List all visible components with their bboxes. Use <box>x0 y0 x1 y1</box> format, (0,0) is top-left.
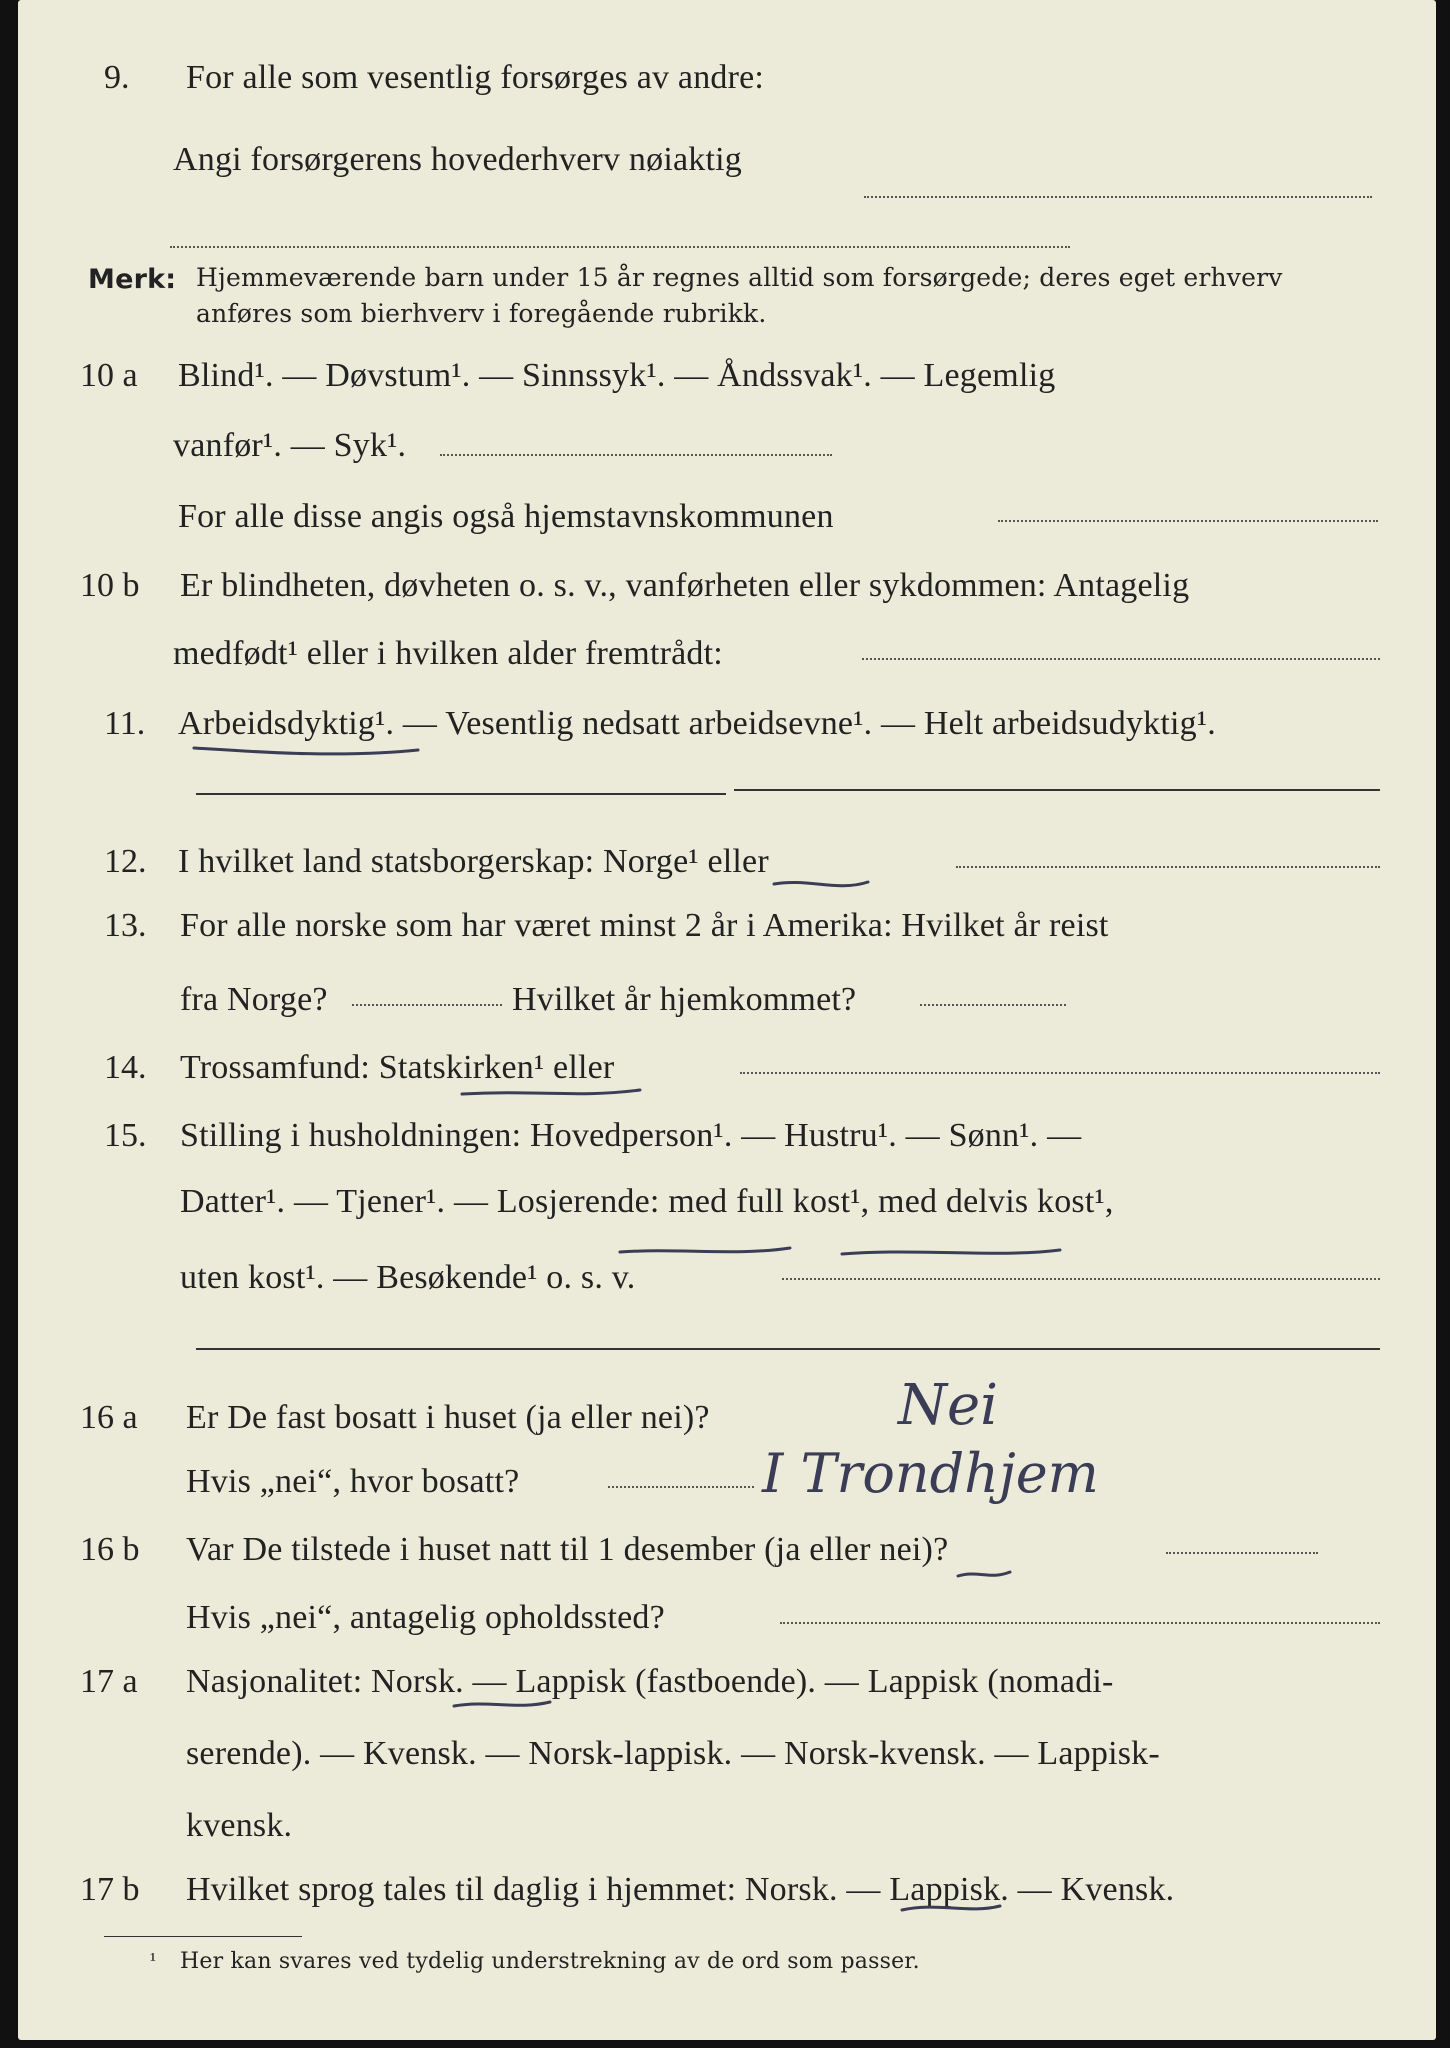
underline-arbeidsdyktig <box>194 748 418 754</box>
q10a-line3: For alle disse angis også hjemstavnskommunen <box>178 498 834 535</box>
handwriting-overlay <box>18 0 1436 2040</box>
q15-line2: Datter¹. — Tjener¹. — Losjerende: med full kost¹, med delvis kost¹, <box>180 1183 1114 1220</box>
q11-line1: Arbeidsdyktig¹. — Vesentlig nedsatt arbeidsevne¹. — Helt arbeidsudyktig¹. <box>178 705 1216 742</box>
underline-norsk <box>454 1702 550 1706</box>
q10a-line2: vanfør¹. — Syk¹. <box>173 427 407 464</box>
underline-statskirken <box>462 1090 640 1094</box>
footnote-text: Her kan svares ved tydelig understrekning av de ord som passer. <box>180 1949 920 1974</box>
answer-nei: Nei <box>898 1373 999 1438</box>
merk-label: Merk: <box>88 264 177 295</box>
q17b-number: 17 b <box>80 1871 140 1908</box>
q11-number: 11. <box>104 705 146 742</box>
q17a-line2: serende). — Kvensk. — Norsk-lappisk. — Norsk-kvensk. — Lappisk- <box>186 1735 1160 1772</box>
q12-line1: I hvilket land statsborgerskap: Norge¹ eller <box>178 843 769 880</box>
q10b-line2: medfødt¹ eller i hvilken alder fremtrådt: <box>173 635 723 672</box>
underline-ja <box>958 1572 1010 1576</box>
q13-number: 13. <box>104 907 147 944</box>
answer-bosatt: I Trondhjem <box>762 1442 1099 1505</box>
q10a-number: 10 a <box>80 357 138 394</box>
q13-line1: For alle norske som har været minst 2 år i Amerika: Hvilket år reist <box>180 907 1109 944</box>
q16a-line2: Hvis „nei“, hvor bosatt? <box>186 1463 520 1500</box>
q16b-line1: Var De tilstede i huset natt til 1 desember (ja eller nei)? <box>186 1531 949 1568</box>
q17a-line1: Nasjonalitet: Norsk. — Lappisk (fastboende). — Lappisk (nomadi- <box>186 1663 1114 1700</box>
q10a-line1: Blind¹. — Døvstum¹. — Sinnssyk¹. — Åndssvak¹. — Legemlig <box>178 357 1056 394</box>
q9-line1: For alle som vesentlig forsørges av andre: <box>186 59 765 96</box>
q15-number: 15. <box>104 1117 147 1154</box>
q17a-number: 17 a <box>80 1663 138 1700</box>
q15-line1: Stilling i husholdningen: Hovedperson¹. — Hustru¹. — Sønn¹. — <box>180 1117 1082 1154</box>
underline-norge <box>774 882 868 886</box>
q13-line2a: fra Norge? <box>180 981 328 1018</box>
q16a-number: 16 a <box>80 1399 138 1436</box>
q9-line2: Angi forsørgerens hovederhverv nøiaktig <box>173 141 742 178</box>
q17a-line3: kvensk. <box>186 1807 293 1844</box>
underline-losjerende <box>620 1248 790 1252</box>
underline-med-full-kost <box>842 1250 1060 1254</box>
merk-line1: Hjemmeværende barn under 15 år regnes alltid som forsørgede; deres eget erhverv <box>196 263 1283 292</box>
footnote-mark: ¹ <box>150 1949 157 1971</box>
q16b-line2: Hvis „nei“, antagelig opholdssted? <box>186 1599 665 1636</box>
q14-line1: Trossamfund: Statskirken¹ eller <box>180 1049 615 1086</box>
census-form-page <box>18 0 1436 2040</box>
underline-norsk-sprog <box>902 1906 1000 1910</box>
q15-line3: uten kost¹. — Besøkende¹ o. s. v. <box>180 1259 636 1296</box>
q9-number: 9. <box>104 59 130 96</box>
q17b-line1: Hvilket sprog tales til daglig i hjemmet: Norsk. — Lappisk. — Kvensk. <box>186 1871 1175 1908</box>
merk-line2: anføres som bierhverv i foregående rubrikk. <box>196 299 767 328</box>
q12-number: 12. <box>104 843 147 880</box>
q16b-number: 16 b <box>80 1531 140 1568</box>
q10b-line1: Er blindheten, døvheten o. s. v., vanførheten eller sykdommen: Antagelig <box>180 567 1190 604</box>
q16a-line1: Er De fast bosatt i huset (ja eller nei)? <box>186 1399 710 1436</box>
q14-number: 14. <box>104 1049 147 1086</box>
q10b-number: 10 b <box>80 567 140 604</box>
q13-line2b: Hvilket år hjemkommet? <box>512 981 857 1018</box>
